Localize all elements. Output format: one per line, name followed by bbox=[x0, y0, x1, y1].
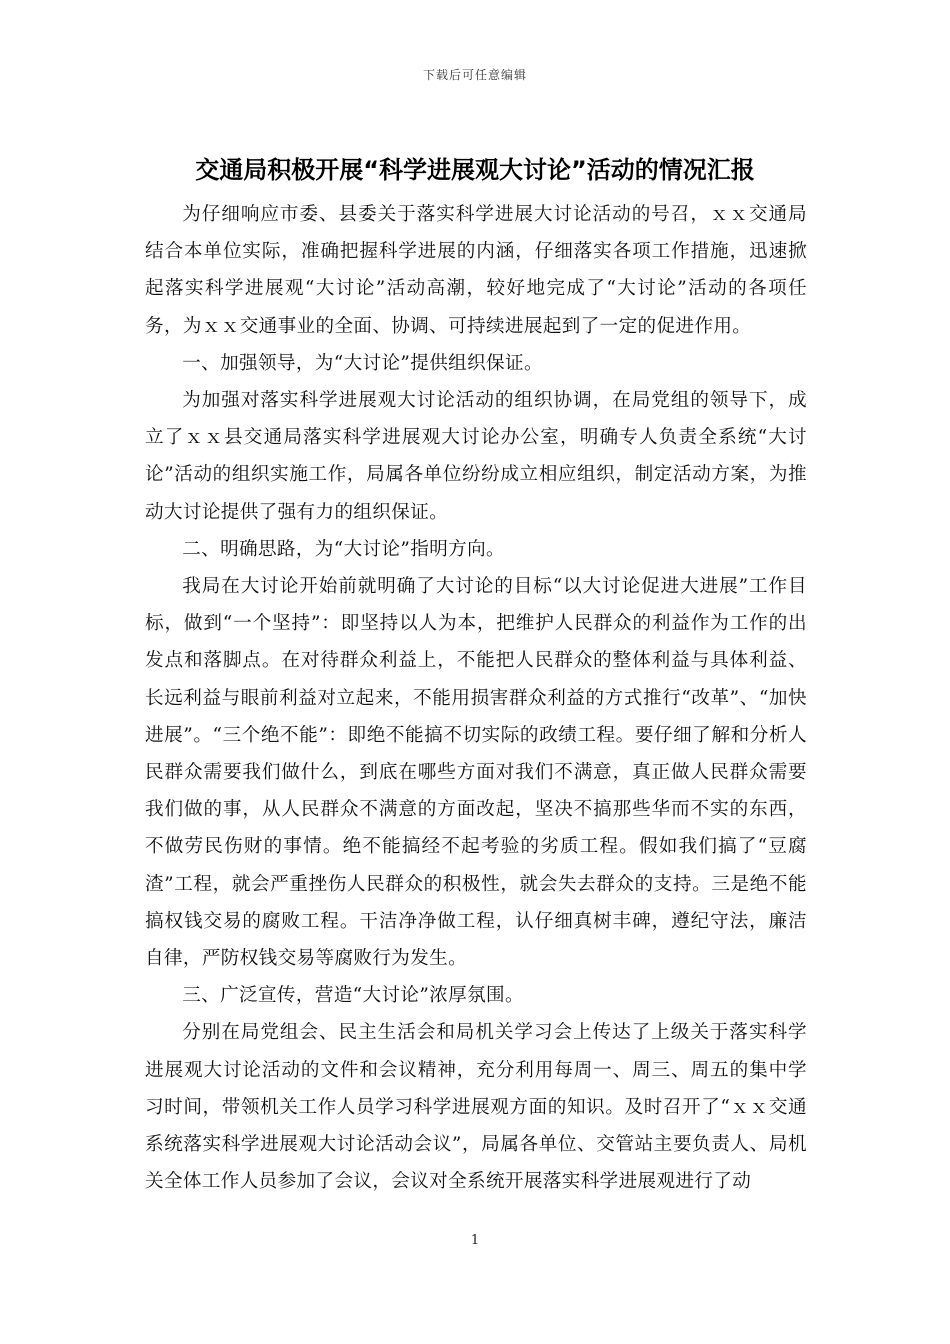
paragraph-section-2: 我局在大讨论开始前就明确了大讨论的目标“以大讨论促进大进展”工作目标，做到“一个坚持”：即坚持以人为本，把维护人民群众的利益作为工作的出发点和落脚点。在对待群众利益上，不能把人民群众的整体利益与具体利益、长远利益与眼前利益对立起来，不能用损害群众利益的方式推行“改革”、“加快进展”。“三个绝不能”：即绝不能搞不切实际的政绩工程。要仔细了解和分析人民群众需要我们做什么，到底在哪些方面对我们不满意，真正做人民群众需要我们做的事，从人民群众不满意的方面改起，坚决不搞那些华而不实的东西，不做劳民伤财的事情。绝不能搞经不起考验的劣质工程。假如我们搞了“豆腐渣”工程，就会严重挫伤人民群众的积极性，就会失去群众的支持。三是绝不能搞权钱交易的腐败工程。干洁净净做工程，认仔细真树丰碑，遵纪守法，廉洁自律，严防权钱交易等腐败行为发生。 bbox=[145, 576, 807, 970]
section-heading-3: 三、广泛宣传，营造“大讨论”浓厚氛围。 bbox=[182, 985, 524, 1007]
section-heading-2: 二、明确思路，为“大讨论”指明方向。 bbox=[182, 538, 505, 560]
header-note: 下载后可任意编辑 bbox=[422, 68, 527, 82]
document-title: 交通局积极开展“科学进展观大讨论”活动的情况汇报 bbox=[195, 156, 755, 184]
document-body bbox=[145, 196, 807, 1200]
paragraph-section-1: 为加强对落实科学进展观大讨论活动的组织协调，在局党组的领导下，成立了ｘｘ县交通局落实科学进展观大讨论办公室，明确专人负责全系统“大讨论”活动的组织实施工作，局属各单位纷纷成立相应组织，制定活动方案，为推动大讨论提供了强有力的组织保证。 bbox=[145, 390, 807, 523]
paragraph-section-3: 分别在局党组会、民主生活会和局机关学习会上传达了上级关于落实科学进展观大讨论活动的文件和会议精神，充分利用每周一、周三、周五的集中学习时间，带领机关工作人员学习科学进展观方面的知识。及时召开了“ｘｘ交通系统落实科学进展观大讨论活动会议”，局属各单位、交管站主要负责人、局机关全体工作人员参加了会议，会议对全系统开展落实科学进展观进行了动 bbox=[145, 1022, 807, 1193]
paragraph-intro: 为仔细响应市委、县委关于落实科学进展大讨论活动的号召，ｘｘ交通局结合本单位实际，准确把握科学进展的内涵，仔细落实各项工作措施，迅速掀起落实科学进展观“大讨论”活动高潮，较好地完成了“大讨论”活动的各项任务，为ｘｘ交通事业的全面、协调、可持续进展起到了一定的促进作用。 bbox=[145, 204, 807, 337]
section-heading-1: 一、加强领导，为“大讨论”提供组织保证。 bbox=[182, 352, 543, 374]
page-number: 1 bbox=[470, 1233, 480, 1248]
